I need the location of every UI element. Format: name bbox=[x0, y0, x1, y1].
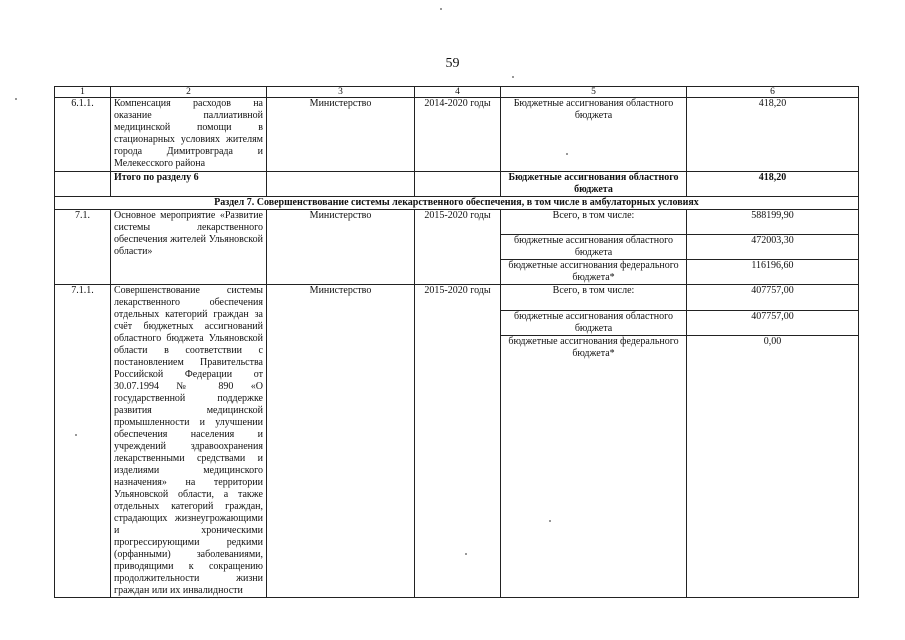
amount: 116196,60 bbox=[687, 260, 859, 285]
table-row bbox=[55, 210, 859, 235]
table-row bbox=[55, 285, 859, 311]
total-label: Итого по разделу 6 bbox=[111, 172, 267, 197]
amount: 418,20 bbox=[687, 172, 859, 197]
scan-speck bbox=[15, 98, 17, 100]
funding-source: бюджетные ассигнования областного бюджета bbox=[501, 235, 687, 260]
scan-speck bbox=[440, 8, 442, 10]
years: 2015-2020 годы bbox=[415, 285, 501, 598]
measure-name: Основное мероприятие «Развитие системы лекарственного обеспечения жителей Ульяновской области» bbox=[111, 210, 267, 285]
section-title: Раздел 7. Совершенствование системы лекарственного обеспечения, в том числе в амбулаторных условиях bbox=[55, 197, 859, 210]
scan-speck bbox=[465, 553, 467, 555]
row-number: 7.1.1. bbox=[55, 285, 111, 598]
funding-source: бюджетные ассигнования областного бюджета bbox=[501, 310, 687, 336]
column-number-row bbox=[55, 87, 859, 98]
executor: Министерство bbox=[267, 98, 415, 172]
executor: Министерство bbox=[267, 285, 415, 598]
total-row bbox=[55, 172, 859, 197]
funding-source: Всего, в том числе: bbox=[501, 210, 687, 235]
scan-speck bbox=[75, 434, 77, 436]
amount: 407757,00 bbox=[687, 310, 859, 336]
column-header: 1 bbox=[55, 87, 111, 98]
budget-table bbox=[54, 86, 859, 598]
measure-name: Компенсация расходов на оказание паллиативной медицинской помощи в стационарных условиях жителям города Димитровграда и Мелекесского района bbox=[111, 98, 267, 172]
years: 2014-2020 годы bbox=[415, 98, 501, 172]
funding-source: бюджетные ассигнования федерального бюджета* bbox=[501, 260, 687, 285]
column-header: 4 bbox=[415, 87, 501, 98]
row-number: 7.1. bbox=[55, 210, 111, 285]
funding-source: Бюджетные ассигнования областного бюджета bbox=[501, 98, 687, 172]
amount: 407757,00 bbox=[687, 285, 859, 311]
amount: 588199,90 bbox=[687, 210, 859, 235]
table-row bbox=[55, 98, 859, 172]
column-header: 2 bbox=[111, 87, 267, 98]
years: 2015-2020 годы bbox=[415, 210, 501, 285]
funding-source: Бюджетные ассигнования областного бюджета bbox=[501, 172, 687, 197]
executor: Министерство bbox=[267, 210, 415, 285]
funding-source: бюджетные ассигнования федерального бюджета* bbox=[501, 336, 687, 598]
scan-speck bbox=[566, 153, 568, 155]
column-header: 3 bbox=[267, 87, 415, 98]
column-header: 6 bbox=[687, 87, 859, 98]
amount: 0,00 bbox=[687, 336, 859, 598]
section-heading-row bbox=[55, 197, 859, 210]
row-number: 6.1.1. bbox=[55, 98, 111, 172]
amount: 472003,30 bbox=[687, 235, 859, 260]
funding-source: Всего, в том числе: bbox=[501, 285, 687, 311]
amount: 418,20 bbox=[687, 98, 859, 172]
measure-name: Совершенствование системы лекарственного обеспечения отдельных категорий граждан за счёт бюджетных ассигнований областного бюджета Ульяновской области в соответствии с постановлением Правительства Российской Федерации от 30.07.1994 № 890 «О государственной поддержке развития медицинской промышленности и улучшении обеспечения населения и учреждений здравоохранения лекарственными средствами и изделиями медицинского назначения» на территории Ульяновской области, а также отдельных категорий граждан, страдающих жизнеугрожающими и хроническими прогрессирующими редкими (орфанными) заболеваниями, приводящими к сокращению продолжительности жизни граждан или их инвалидности bbox=[111, 285, 267, 598]
scan-speck bbox=[549, 520, 551, 522]
column-header: 5 bbox=[501, 87, 687, 98]
page-number: 59 bbox=[445, 56, 460, 71]
scan-speck bbox=[512, 76, 514, 78]
